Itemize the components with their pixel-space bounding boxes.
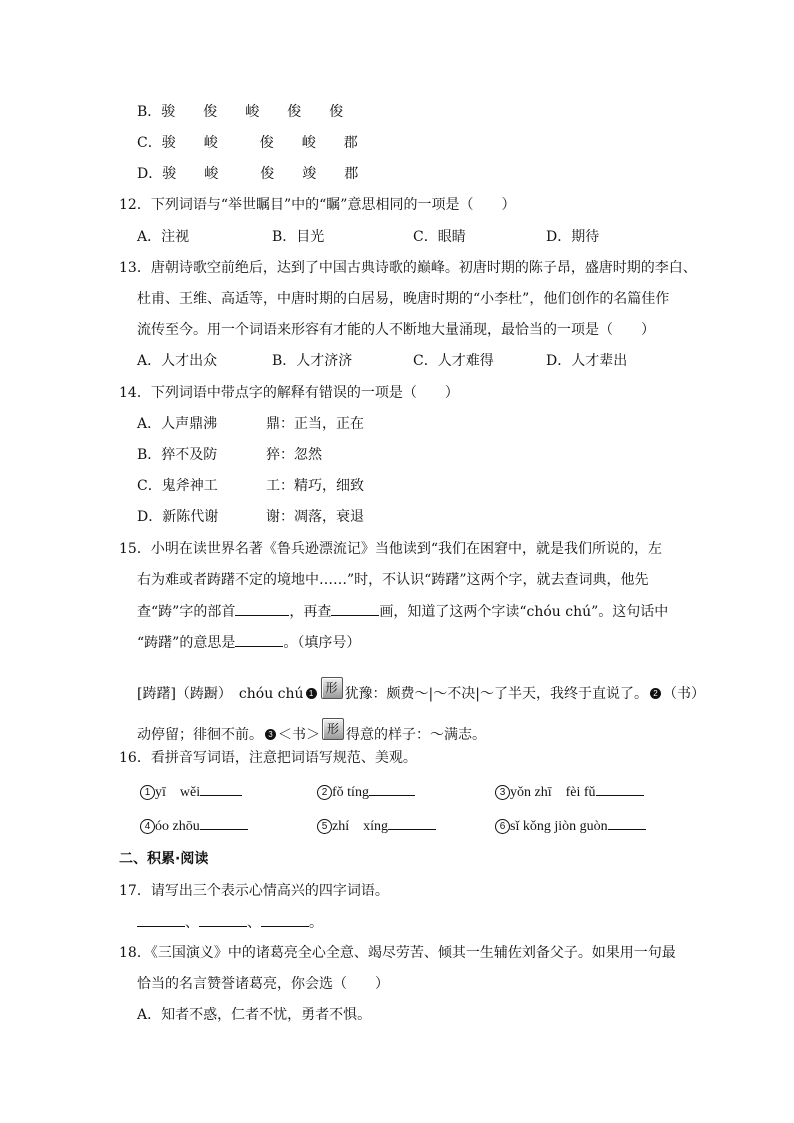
- pinyin-item-1: [140, 782, 242, 802]
- answer-blank[interactable]: [596, 782, 644, 796]
- q14-option-d-gloss: 谢：凋落，衰退: [266, 509, 364, 525]
- q13-line-1: 13．唐朝诗歌空前绝后，达到了中国古典诗歌的巅峰。初唐时期的陈子昂，盛唐时期的李白、: [119, 260, 697, 276]
- q12-option-a: A．注视: [137, 229, 190, 245]
- q18-option-a: A．知者不惑，仁者不忧，勇者不惧。: [137, 1007, 372, 1023]
- q11-option-c: C．骏 峻 俊 峻 郡: [137, 135, 358, 151]
- q15-line-2: 右为难或者踌躇不定的境地中……”时，不认识“踌躇”这两个字，就去查词典，他先: [137, 572, 649, 588]
- dict-headword: [踌躇]（踌蹰） chóu chú: [137, 686, 304, 702]
- q13-option-d: D．人才辈出: [546, 353, 628, 369]
- answer-blank-1[interactable]: [137, 913, 185, 927]
- item-number: 3: [495, 785, 510, 800]
- dict-sense-2: 动停留；徘徊不前。: [137, 727, 263, 743]
- q15-line-3-text-c: 画，知道了这两个字读“chóu chú”。这句话中: [379, 604, 669, 620]
- sense-number-2: 2: [650, 688, 661, 699]
- pinyin-item-6: [495, 816, 646, 836]
- q12-option-d: D．期待: [546, 229, 600, 245]
- sense-number-3: 3: [265, 729, 276, 740]
- item-number: 6: [495, 819, 510, 834]
- q18-line-2: 恰当的名言赞誉诸葛亮，你会选（ ）: [137, 976, 389, 992]
- q14-option-d-word: D．新陈代谢: [137, 509, 219, 525]
- q15-line-4: [137, 633, 360, 652]
- pinyin-text: yǒn zhī fèi fǔ: [510, 785, 596, 800]
- dictionary-entry-line-1: [137, 677, 705, 703]
- dict-sense-3-prefix: ＜书＞: [278, 727, 320, 743]
- q17-stem: 17．请写出三个表示心情高兴的四字词语。: [119, 883, 389, 899]
- q14-option-b-word: B．猝不及防: [137, 447, 218, 463]
- pinyin-item-5: [317, 816, 436, 836]
- answer-blank-3[interactable]: [261, 913, 309, 927]
- item-number: 2: [317, 785, 332, 800]
- pinyin-text: sǐ kǒng jiòn guòn: [510, 819, 608, 834]
- q15-line-4-text-b: 。（填序号）: [283, 635, 361, 651]
- q15-line-3-text-a: 查“踌”字的部首: [137, 604, 236, 620]
- adjective-tag-icon: 形: [321, 677, 343, 699]
- q11-option-b: B．骏 俊 峻 俊 俊: [137, 104, 344, 120]
- q15-line-1: 15．小明在读世界名著《鲁兵逊漂流记》当他读到“我们在困窘中，就是我们所说的，左: [119, 541, 662, 557]
- pinyin-text: zhí xíng: [332, 819, 388, 834]
- end-mark: 。: [309, 915, 323, 931]
- separator: 、: [247, 915, 261, 931]
- q14-option-a-word: A．人声鼎沸: [137, 416, 218, 432]
- q14-stem: 14．下列词语中带点字的解释有错误的一项是（ ）: [119, 385, 459, 401]
- q14-option-b-gloss: 猝：忽然: [266, 447, 322, 463]
- answer-blank[interactable]: [388, 816, 436, 830]
- q17-answer-line: [137, 913, 323, 932]
- stroke-answer-blank[interactable]: [331, 602, 379, 616]
- answer-blank[interactable]: [608, 816, 646, 830]
- q15-line-4-text-a: “踌躇”的意思是: [137, 635, 236, 651]
- item-number: 1: [140, 785, 155, 800]
- q12-option-c: C．眼睛: [413, 229, 466, 245]
- pinyin-item-2: [317, 782, 415, 802]
- adjective-tag-icon: 形: [322, 718, 344, 740]
- q11-option-d: D．骏 峻 俊 竣 郡: [137, 166, 359, 182]
- q16-stem: 16．看拼音写词语，注意把词语写规范、美观。: [119, 750, 417, 766]
- q12-stem: 12．下列词语与“举世瞩目”中的“瞩”意思相同的一项是（ ）: [119, 197, 516, 213]
- q14-option-c-gloss: 工：精巧，细致: [266, 478, 364, 494]
- item-number: 5: [317, 819, 332, 834]
- q13-option-c: C．人才难得: [413, 353, 494, 369]
- q14-option-a-gloss: 鼎：正当，正在: [266, 416, 364, 432]
- q13-option-b: B．人才济济: [272, 353, 353, 369]
- dictionary-entry-line-2: [137, 718, 486, 744]
- q15-line-3: [137, 602, 668, 621]
- section-title: 二、积累·阅读: [119, 851, 209, 867]
- q13-line-2: 杜甫、王维、高适等，中唐时期的白居易，晚唐时期的“小李杜”，他们创作的名篇佳作: [137, 291, 670, 307]
- sense-number-1: 1: [306, 688, 317, 699]
- pinyin-item-3: [495, 782, 644, 802]
- q15-line-3-text-b: ，再查: [289, 604, 332, 620]
- dict-sense-1: 犹豫：颇费～|～不决|～了半天，我终于直说了。: [344, 686, 648, 702]
- separator: 、: [185, 915, 199, 931]
- q13-line-3: 流传至今。用一个词语来形容有才能的人不断地大量涌现，最恰当的一项是（ ）: [137, 322, 655, 338]
- radical-answer-blank[interactable]: [235, 602, 289, 616]
- pinyin-item-4: [140, 816, 248, 836]
- q18-line-1: 18．《三国演义》中的诸葛亮全心全意、竭尽劳苦、倾其一生辅佐刘备父子。如果用一句最: [119, 945, 676, 961]
- item-number: 4: [140, 819, 155, 834]
- answer-blank-2[interactable]: [199, 913, 247, 927]
- dict-sense-3: 得意的样子：～满志。: [346, 727, 486, 743]
- answer-blank[interactable]: [200, 782, 242, 796]
- q13-option-a: A．人才出众: [137, 353, 218, 369]
- dict-sense-2-prefix: （书）: [663, 686, 705, 702]
- q12-option-b: B．目光: [272, 229, 325, 245]
- meaning-answer-blank[interactable]: [235, 633, 283, 647]
- q14-option-c-word: C．鬼斧神工: [137, 478, 218, 494]
- pinyin-text: fǒ tíng: [332, 785, 369, 800]
- answer-blank[interactable]: [369, 782, 415, 796]
- answer-blank[interactable]: [200, 816, 248, 830]
- pinyin-text: yī wěi: [155, 785, 201, 800]
- pinyin-text: óo zhōu: [155, 819, 200, 834]
